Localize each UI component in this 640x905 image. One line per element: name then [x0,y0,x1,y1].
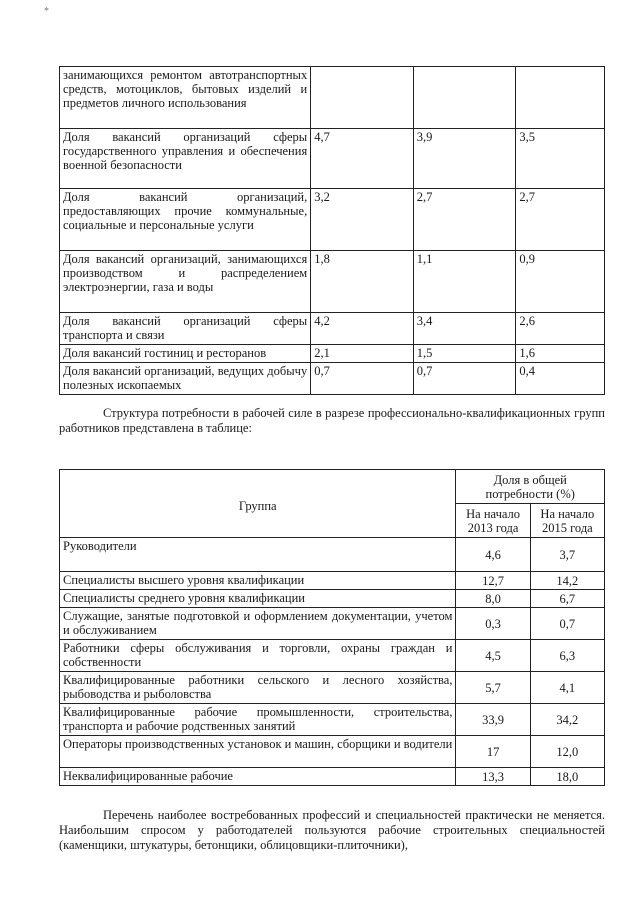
row-value-2 [413,67,516,129]
header-group: Группа [60,470,456,538]
value-2013: 8,0 [456,590,530,608]
table-row [60,363,605,395]
row-value-3: 0,9 [516,251,605,313]
value-2013: 33,9 [456,704,530,736]
group-name: Неквалифицированные рабочие [60,768,456,786]
paragraph-professions: Перечень наиболее востребованных профессий и специальностей практически не меняется. Наибольшим спросом у работодателей пользуются рабочие строительных специальностей (каменщики, штукатуры, бетонщики, облицовщики-плиточники), [59,808,605,852]
value-2015: 3,7 [530,538,604,572]
value-2015: 6,3 [530,640,604,672]
table-row [60,345,605,363]
row-value-1 [311,67,414,129]
table-row [60,313,605,345]
group-name: Квалифицированные рабочие промышленности, строительства, транспорта и рабочие родственных занятий [60,704,456,736]
row-name: Доля вакансий организаций сферы транспорта и связи [60,313,311,345]
group-name: Квалифицированные работники сельского и лесного хозяйства, рыбоводства и рыболовства [60,672,456,704]
table-row [60,251,605,313]
row-value-3: 1,6 [516,345,605,363]
value-2015: 12,0 [530,736,604,768]
value-2013: 5,7 [456,672,530,704]
row-value-2: 0,7 [413,363,516,395]
value-2015: 14,2 [530,572,604,590]
row-value-3: 2,7 [516,189,605,251]
row-value-2: 3,4 [413,313,516,345]
table-header-row [60,470,605,504]
value-2015: 4,1 [530,672,604,704]
value-2013: 13,3 [456,768,530,786]
row-value-1: 0,7 [311,363,414,395]
row-value-2: 3,9 [413,129,516,189]
occupational-groups-table [59,469,605,786]
row-value-3 [516,67,605,129]
table-row [60,129,605,189]
header-share: Доля в общей потребности (%) [456,470,605,504]
vacancy-share-table [59,66,605,395]
row-value-1: 4,2 [311,313,414,345]
row-name: Доля вакансий гостиниц и ресторанов [60,345,311,363]
row-value-2: 1,5 [413,345,516,363]
group-name: Специалисты среднего уровня квалификации [60,590,456,608]
table-row [60,67,605,129]
group-name: Служащие, занятые подготовкой и оформлением документации, учетом и обслуживанием [60,608,456,640]
value-2013: 4,5 [456,640,530,672]
group-name: Руководители [60,538,456,572]
group-name: Специалисты высшего уровня квалификации [60,572,456,590]
row-name: занимающихся ремонтом автотранспортных средств, мотоциклов, бытовых изделий и предметов личного использования [60,67,311,129]
row-value-1: 1,8 [311,251,414,313]
table-row [60,768,605,786]
row-value-2: 1,1 [413,251,516,313]
value-2015: 6,7 [530,590,604,608]
table-row [60,572,605,590]
value-2015: 0,7 [530,608,604,640]
table-row [60,538,605,572]
row-name: Доля вакансий организаций, предоставляющих прочие коммунальные, социальные и персональные услуги [60,189,311,251]
table-row [60,590,605,608]
row-value-3: 3,5 [516,129,605,189]
header-year-2015: На начало 2015 года [530,504,604,538]
table-row [60,704,605,736]
row-name: Доля вакансий организаций, ведущих добычу полезных ископаемых [60,363,311,395]
row-value-1: 3,2 [311,189,414,251]
row-value-3: 2,6 [516,313,605,345]
scan-mark: * [44,6,49,17]
table-row [60,640,605,672]
row-name: Доля вакансий организаций, занимающихся производством и распределением электроэнергии, газа и воды [60,251,311,313]
value-2015: 18,0 [530,768,604,786]
table-row [60,189,605,251]
value-2013: 12,7 [456,572,530,590]
group-name: Операторы производственных установок и машин, сборщики и водители [60,736,456,768]
paragraph-structure: Структура потребности в рабочей силе в разрезе профессионально-квалификационных групп работников представлена в таблице: [59,406,605,435]
row-name: Доля вакансий организаций сферы государственного управления и обеспечения военной безопасности [60,129,311,189]
group-name: Работники сферы обслуживания и торговли, охраны граждан и собственности [60,640,456,672]
table-row [60,672,605,704]
table-row [60,608,605,640]
value-2013: 4,6 [456,538,530,572]
row-value-1: 2,1 [311,345,414,363]
header-year-2013: На начало 2013 года [456,504,530,538]
row-value-3: 0,4 [516,363,605,395]
value-2013: 17 [456,736,530,768]
value-2015: 34,2 [530,704,604,736]
row-value-1: 4,7 [311,129,414,189]
row-value-2: 2,7 [413,189,516,251]
table-row [60,736,605,768]
value-2013: 0,3 [456,608,530,640]
